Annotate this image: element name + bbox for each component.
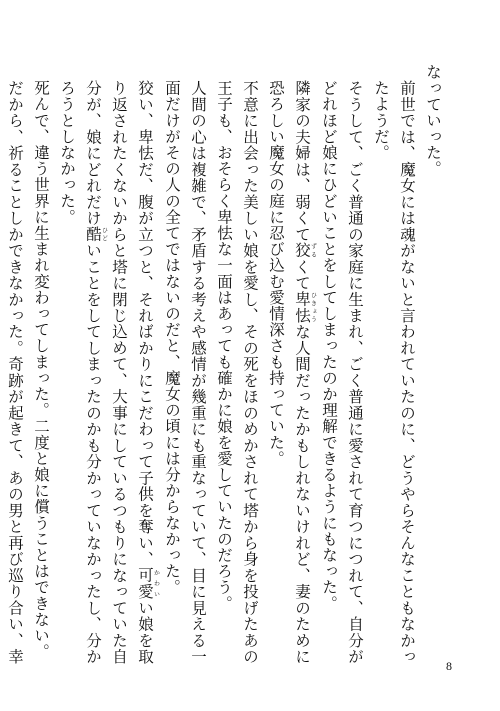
paragraph-7: 狡い、卑怯だ、腹が立つと、そればかりにこだわって子供を奪い、可愛かわいい娘を取り返されたくないからと塔に閉じ込めて、大事にしているつもりになっていた自分が、娘にどれだけ酷ひどいことをしてしまったのかも分かっていなかったし、分かろうとしなかった。 (58, 79, 160, 665)
paragraph-3: そうして、ごく普通の家庭に生まれ、ごく普通に愛されて育つにつれて、自分がどれほど娘にひどいことをしてしまったのか理解できるようにもなった。 (320, 79, 364, 664)
page-number: 8 (446, 659, 452, 673)
paragraph-2: 前世では、魔女には魂がないと言われていたのに、どうやらそんなこともなかったようだ。 (372, 79, 416, 664)
ruby-zuru: 狡ずる (293, 241, 317, 259)
paragraph-8: 死んで、違う世界に生まれ変わってしまった。二度と娘に償うことはできない。 (32, 79, 50, 660)
ruby-kawai: 可愛かわい (136, 566, 160, 600)
vertical-text-body (6, 64, 446, 665)
ruby-hido: 酷ひど (84, 225, 108, 242)
paragraph-9: だから、祈ることしかできなかった。奇跡が起きて、あの男と再び巡り合い、幸 (6, 79, 24, 664)
paragraph-5: 不意に出会った美しい娘を愛し、その死をほのめかされて塔から身を投げたあの王子も、おそらく卑怯な一面はあっても確かに娘を愛していたのだろう。 (215, 79, 259, 664)
paragraph-1: なっていった。 (424, 64, 442, 177)
paragraph-6: 人間の心は複雑で、矛盾する考えや感情が幾重にも重なっていて、目に見える一面だけがその人の全てではないのだと、魔女の頃には分からなかった。 (163, 79, 207, 664)
ruby-hikyou: 卑怯ひきょう (293, 290, 317, 324)
paragraph-4: 隣家の夫婦は、弱くて狡ずるくて卑怯ひきょうな人間だったかもしれないけれど、妻のために恐ろしい魔女の庭に忍び込む愛情深さも持っていた。 (267, 79, 317, 665)
